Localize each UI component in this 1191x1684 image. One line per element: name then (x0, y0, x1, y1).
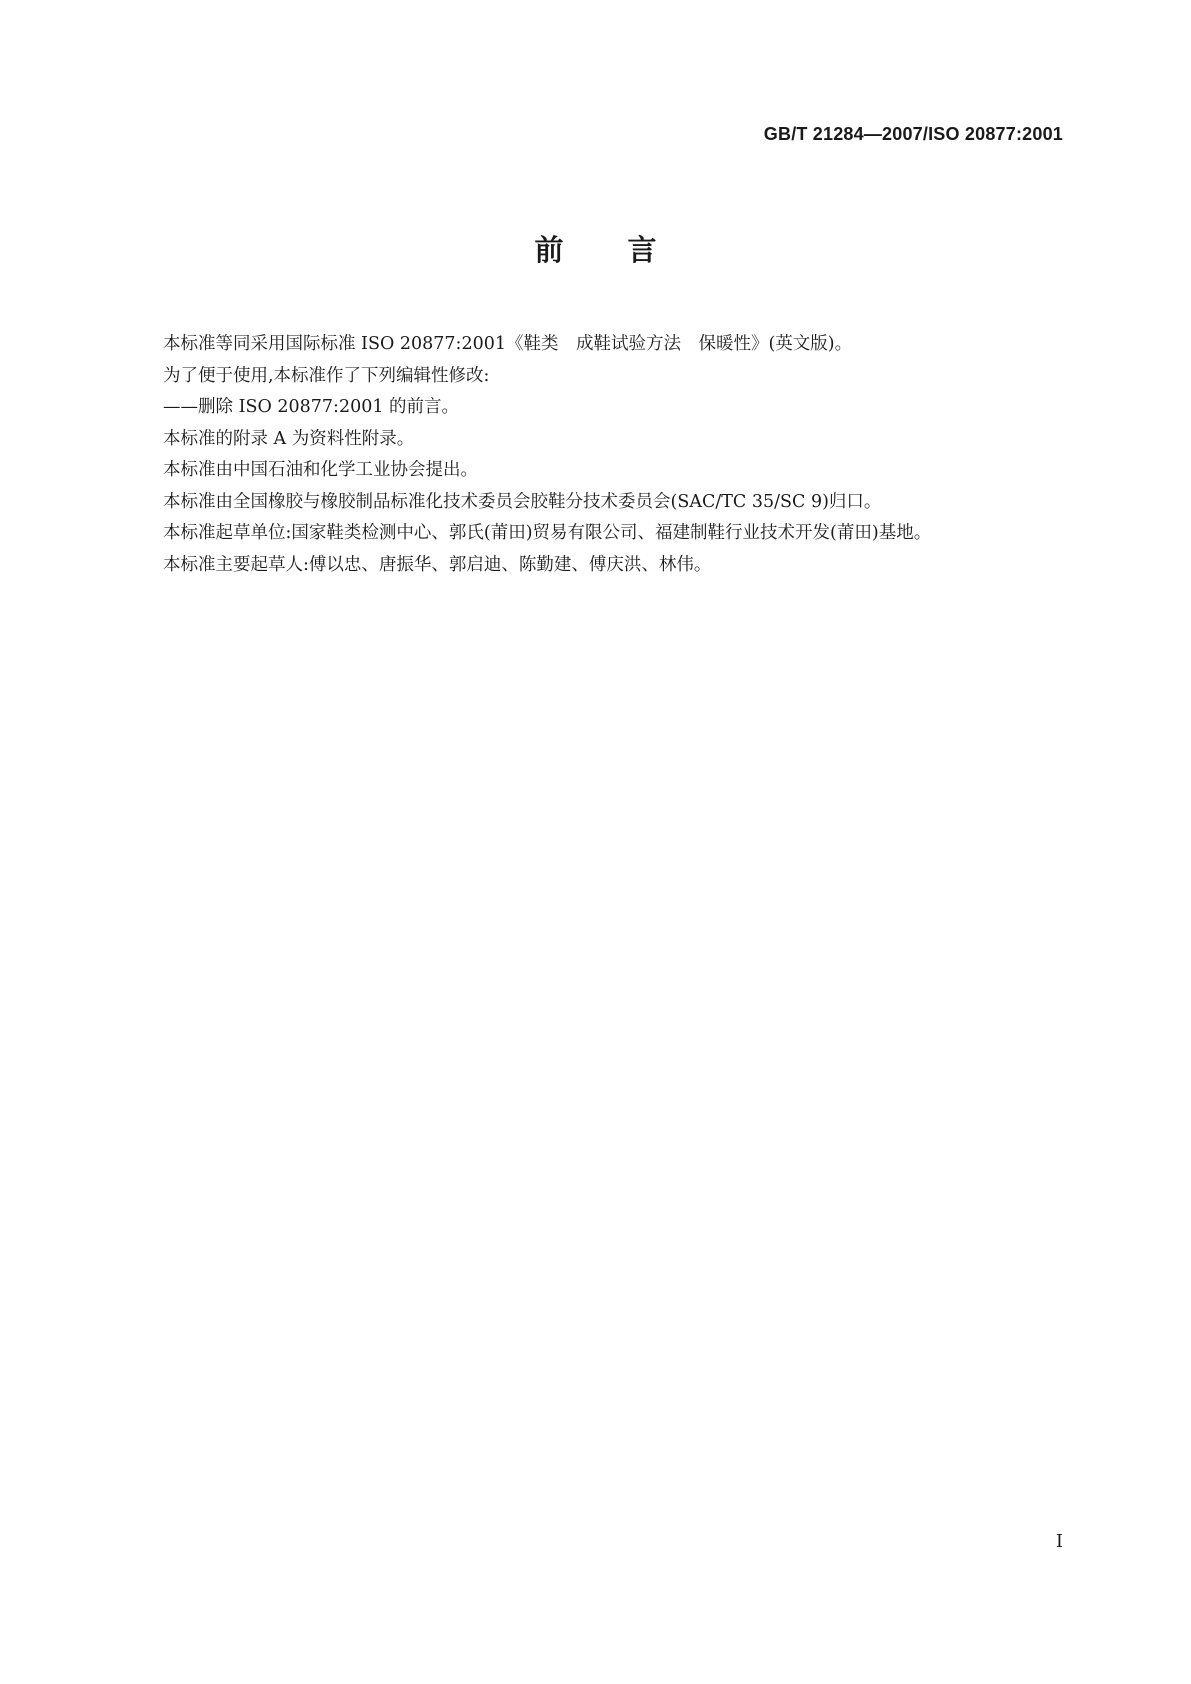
page-title: 前言 (534, 233, 721, 267)
paragraph-editorial-changes: 为了便于使用,本标准作了下列编辑性修改: (163, 365, 490, 386)
paragraph-annex: 本标准的附录 A 为资料性附录。 (163, 428, 415, 449)
paragraph-proposer: 本标准由中国石油和化学工业协会提出。 (163, 460, 478, 480)
foreword-body (128, 329, 1063, 581)
page-number: I (1055, 1531, 1063, 1552)
paragraph-drafters: 本标准主要起草人:傅以忠、唐振华、郭启迪、陈勤建、傅庆洪、林伟。 (163, 554, 712, 575)
paragraph-drafting-units: 本标准起草单位:国家鞋类检测中心、郭氏(莆田)贸易有限公司、福建制鞋行业技术开发(莆田)基地。 (163, 523, 932, 543)
standard-code: GB/T 21284—2007/ISO 20877:2001 (763, 124, 1063, 144)
list-item-deleted-foreword: ——删除 ISO 20877:2001 的前言。 (163, 397, 460, 417)
paragraph-adoption: 本标准等同采用国际标准 ISO 20877:2001《鞋类 成鞋试验方法 保暖性》(英文版)。 (163, 334, 853, 354)
paragraph-administrator: 本标准由全国橡胶与橡胶制品标准化技术委员会胶鞋分技术委员会(SAC/TC 35/SC 9)归口。 (163, 491, 882, 512)
